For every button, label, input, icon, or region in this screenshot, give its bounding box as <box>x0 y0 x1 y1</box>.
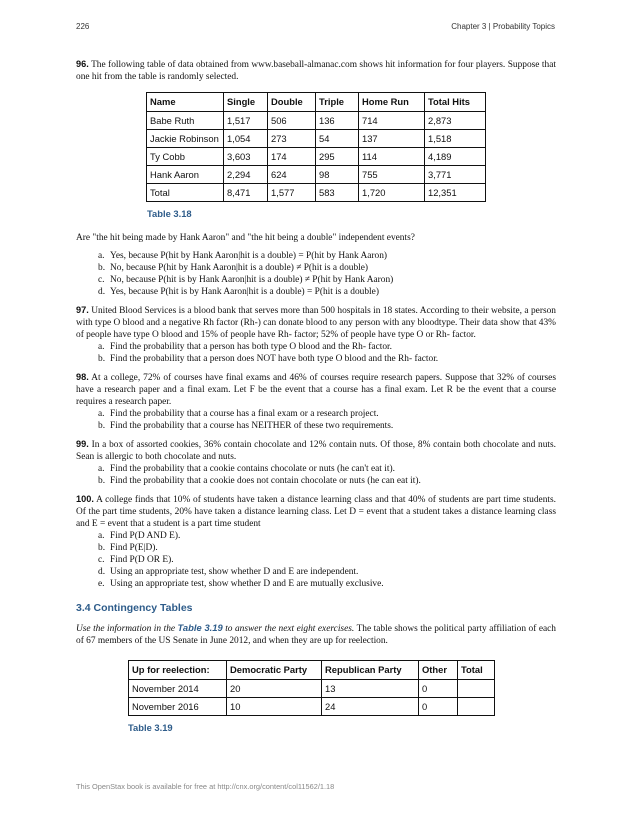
table-cell: 4,189 <box>425 148 486 166</box>
table-header-cell: Name <box>147 93 224 112</box>
table-header-cell: Double <box>268 93 316 112</box>
list-item: d. Using an appropriate test, show whether D and E are independent. <box>98 567 359 577</box>
table-cell: Ty Cobb <box>147 148 224 166</box>
table-cell: 12,351 <box>425 184 486 202</box>
list-item: b. Find the probability that a person does NOT have both type O blood and the Rh- factor. <box>98 354 439 364</box>
q96-body: The following table of data obtained from www.baseball-almanac.com shows hit information for four players. Suppose that one hit from the table is randomly selected. <box>76 60 556 82</box>
table-cell: 1,517 <box>224 112 268 130</box>
table-cell: Total <box>147 184 224 202</box>
table-cell: 1,054 <box>224 130 268 148</box>
q98-parts <box>76 408 556 432</box>
table-row <box>147 184 486 202</box>
table-cell: 2,294 <box>224 166 268 184</box>
q98-text <box>76 371 556 408</box>
table-3-19 <box>128 660 495 716</box>
q100-parts <box>76 530 556 590</box>
table-cell: 1,577 <box>268 184 316 202</box>
table-row <box>147 166 486 184</box>
table-cell: Hank Aaron <box>147 166 224 184</box>
list-item: a. Find the probability that a cookie contains chocolate or nuts (he can't eat it). <box>98 464 395 474</box>
q96-options <box>76 250 556 298</box>
q99-number: 99. <box>76 439 89 449</box>
list-item: d. Yes, because P(hit is by Hank Aaron|hit is a double) = P(hit is a double) <box>98 287 379 297</box>
q100-text <box>76 493 556 530</box>
table-cell: 54 <box>316 130 359 148</box>
table-header-cell: Home Run <box>359 93 425 112</box>
table-row <box>147 112 486 130</box>
q96-number: 96. <box>76 59 89 69</box>
table-cell: 755 <box>359 166 425 184</box>
footer-text: This OpenStax book is available for free at http://cnx.org/content/col11562/1.18 <box>76 782 335 791</box>
table-3-18 <box>146 92 486 202</box>
list-item: c. No, because P(hit is by Hank Aaron|hit is a double) ≠ P(hit by Hank Aaron) <box>98 275 394 285</box>
q97-body: United Blood Services is a blood bank that serves more than 500 hospitals in 18 states. According to their website, a person with type O blood and a negative Rh factor (Rh-) can donate blood to any person with any bloodtype. Their data show that 43% of people have type O blood and 15% of people have Rh- factor; 52% of people have type O or Rh- factor. <box>76 306 556 340</box>
table-header-cell: Total <box>458 661 495 680</box>
table-cell: 3,771 <box>425 166 486 184</box>
q99-text <box>76 438 556 463</box>
list-item: b. Find the probability that a cookie does not contain chocolate or nuts (he can eat it). <box>98 476 421 486</box>
table-header-cell: Single <box>224 93 268 112</box>
page-number: 226 <box>76 22 90 31</box>
table-cell: Jackie Robinson <box>147 130 224 148</box>
list-item: a. Find the probability that a course has a final exam or a research project. <box>98 409 379 419</box>
table-cell: 295 <box>316 148 359 166</box>
q98-body: At a college, 72% of courses have final exams and 46% of courses require research papers. Suppose that 32% of courses have a research paper and a final exam. Let F be the event that a course has a final exam. Let R be the event that a course requires a research paper. <box>76 373 556 407</box>
page-content <box>76 58 556 734</box>
table-header-cell: Democratic Party <box>227 661 322 680</box>
table-cell: 506 <box>268 112 316 130</box>
list-item: b. Find the probability that a course has NEITHER of these two requirements. <box>98 421 394 431</box>
list-item: c. Find P(D OR E). <box>98 555 174 565</box>
list-item: a. Yes, because P(hit by Hank Aaron|hit is a double) = P(hit by Hank Aaron) <box>98 251 388 261</box>
table-cell: 1,518 <box>425 130 486 148</box>
intro-prefix: Use the information in the <box>76 624 176 634</box>
intro-rest: The table shows the political party affiliation of each of 67 members of the US Senate in June 2012, and when they are up for reelection. <box>76 624 556 646</box>
table-cell <box>458 680 495 698</box>
table-cell: 273 <box>268 130 316 148</box>
list-item: a. Find the probability that a person has both type O blood and the Rh- factor. <box>98 342 392 352</box>
q97-number: 97. <box>76 305 89 315</box>
table-cell: 0 <box>419 680 458 698</box>
list-item: a. Find P(D AND E). <box>98 531 181 541</box>
q97-text <box>76 304 556 341</box>
table-header-cell: Other <box>419 661 458 680</box>
table-cell: Babe Ruth <box>147 112 224 130</box>
q99-body: In a box of assorted cookies, 36% contain chocolate and 12% contain nuts. Of those, 8% contain both chocolate and nuts. Sean is allergic to both chocolate and nuts. <box>76 440 557 462</box>
table-row <box>147 148 486 166</box>
table-cell <box>458 698 495 716</box>
table-header-cell: Republican Party <box>322 661 419 680</box>
list-item: e. Using an appropriate test, show whether D and E are mutually exclusive. <box>98 579 384 589</box>
table-cell: 20 <box>227 680 322 698</box>
chapter-header: Chapter 3 | Probability Topics <box>451 22 555 31</box>
table-cell: 8,471 <box>224 184 268 202</box>
table-3-19-caption: Table 3.19 <box>128 722 173 733</box>
list-item: b. No, because P(hit by Hank Aaron|hit is a double) ≠ P(hit is a double) <box>98 263 369 273</box>
table-cell: 583 <box>316 184 359 202</box>
table-row <box>129 680 495 698</box>
q96-text <box>76 58 556 83</box>
table-cell: 98 <box>316 166 359 184</box>
section-title: 3.4 Contingency Tables <box>76 602 193 614</box>
table-cell: 714 <box>359 112 425 130</box>
table-cell: 174 <box>268 148 316 166</box>
table-cell: 1,720 <box>359 184 425 202</box>
table-header-cell: Up for reelection: <box>129 661 227 680</box>
q99-parts <box>76 463 556 487</box>
table-cell: 2,873 <box>425 112 486 130</box>
table-cell: 624 <box>268 166 316 184</box>
table-row <box>147 130 486 148</box>
list-item: b. Find P(E|D). <box>98 543 158 553</box>
table-row <box>129 698 495 716</box>
table-3-18-caption: Table 3.18 <box>147 208 192 219</box>
q100-body: A college finds that 10% of students have taken a distance learning class and that 40% of students are part time students. Of the part time students, 20% have taken a distance learning class. Let D = event that a student takes a distance learning class and E = event that a student is a part time student <box>76 495 557 529</box>
table-cell: 24 <box>322 698 419 716</box>
q100-number: 100. <box>76 494 94 504</box>
table-cell: 0 <box>419 698 458 716</box>
table-cell: 137 <box>359 130 425 148</box>
table-3-19-header <box>129 661 495 680</box>
table-header-cell: Triple <box>316 93 359 112</box>
table-cell: 114 <box>359 148 425 166</box>
table-cell: November 2014 <box>129 680 227 698</box>
table-cell: 13 <box>322 680 419 698</box>
table-3-19-link[interactable]: Table 3.19 <box>177 622 223 633</box>
q97-parts <box>76 341 556 365</box>
section-intro <box>76 622 556 647</box>
table-cell: 10 <box>227 698 322 716</box>
intro-suffix: to answer the next eight exercises. <box>225 624 355 634</box>
q96-question: Are "the hit being made by Hank Aaron" and "the hit being a double" independent events? <box>76 233 415 243</box>
table-cell: 3,603 <box>224 148 268 166</box>
table-header-cell: Total Hits <box>425 93 486 112</box>
table-cell: November 2016 <box>129 698 227 716</box>
table-3-18-header <box>147 93 486 112</box>
q98-number: 98. <box>76 372 89 382</box>
table-cell: 136 <box>316 112 359 130</box>
